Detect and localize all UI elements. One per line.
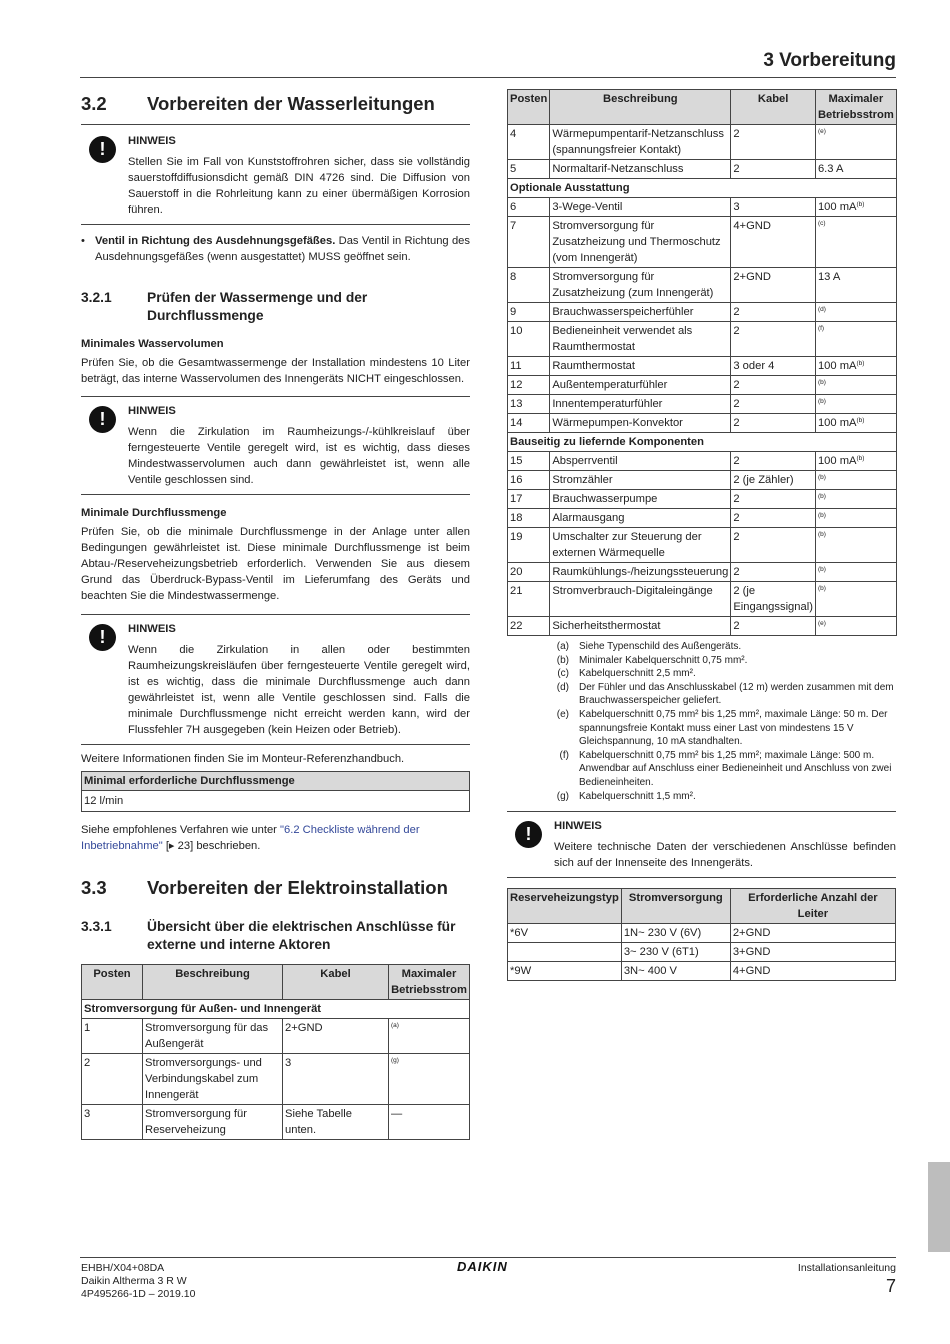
cell-current: [815, 563, 896, 582]
cell-power-supply: 1N~ 230 V (6V): [621, 924, 730, 943]
cell-current: [389, 1105, 470, 1140]
footnote: [507, 749, 896, 790]
cell-description: Absperrventil: [550, 452, 731, 471]
column-header: Posten: [82, 965, 143, 1000]
cell-cable: 2: [731, 414, 816, 433]
cell-cable: 2+GND: [731, 268, 816, 303]
section-number: 3.2: [81, 93, 107, 114]
cell-cable: 2: [731, 376, 816, 395]
cell-wire-count: 3+GND: [730, 943, 895, 962]
cell-position: 20: [508, 563, 550, 582]
subheading-min-volume: Minimales Wasservolumen: [81, 338, 224, 350]
cell-cable: 2: [731, 322, 816, 357]
cell-cable: 2: [731, 395, 816, 414]
cell-heater-type: *6V: [508, 924, 622, 943]
column-header: Beschreibung: [143, 965, 283, 1000]
right-column: [507, 89, 896, 981]
section-3-2-heading: [81, 92, 470, 125]
cell-current: [815, 395, 896, 414]
paragraph-reference: [81, 822, 470, 854]
cell-current: [815, 509, 896, 528]
footnote-ref: (b): [817, 585, 826, 592]
cell-position: 7: [508, 217, 550, 268]
cell-current: [815, 528, 896, 563]
warning-icon: !: [81, 133, 128, 218]
cell-position: 2: [82, 1054, 143, 1105]
cell-description: Stromverbrauch-Digitaleingänge: [550, 582, 731, 617]
section-number: 3.2.1: [81, 290, 112, 305]
notice-label: HINWEIS: [128, 405, 176, 417]
cell-description: Sicherheitsthermostat: [550, 617, 731, 636]
cell-cable: 2: [731, 617, 816, 636]
warning-icon: !: [507, 818, 554, 871]
section-title: Prüfen der Wassermenge und der Durchflussmenge: [147, 290, 368, 323]
footnote-key: (f): [559, 749, 569, 761]
footnote-key: (b): [556, 654, 569, 666]
footnote-text: Minimaler Kabelquerschnitt 0,75 mm².: [579, 654, 748, 666]
cell-current: [815, 617, 896, 636]
table-row: [82, 1054, 470, 1105]
current-value: 13 A: [817, 271, 841, 283]
footnote-ref: (b): [856, 201, 865, 208]
section-title: Übersicht über die elektrischen Anschlüsse für externe und interne Aktoren: [147, 919, 456, 952]
footnote-ref: (b): [856, 360, 865, 367]
table-row: [508, 563, 897, 582]
footnote-ref: (b): [856, 455, 865, 462]
footnote-text: Siehe Typenschild des Außengeräts.: [579, 641, 742, 652]
cell-power-supply: 3~ 230 V (6T1): [621, 943, 730, 962]
footnote-key: (e): [556, 708, 569, 720]
footnote-text: Kabelquerschnitt 2,5 mm².: [579, 668, 696, 680]
column-header: Kabel: [731, 90, 816, 125]
reference-text: Siehe empfohlenes Verfahren wie unter: [81, 824, 281, 836]
cell-current: [815, 217, 896, 268]
footnote-ref: (b): [817, 493, 826, 500]
current-value: 100 mA: [817, 360, 857, 372]
cell-position: 18: [508, 509, 550, 528]
footer-part-number: 4P495266-1D – 2019.10: [81, 1288, 196, 1300]
cell-description: Innentemperaturfühler: [550, 395, 731, 414]
subheading-min-flow: Minimale Durchflussmenge: [81, 507, 227, 519]
header-rule: [80, 77, 896, 78]
table-row: [508, 528, 897, 563]
paragraph-more-info: Weitere Informationen finden Sie im Monteur-Referenzhandbuch.: [81, 753, 405, 765]
table-row: [508, 322, 897, 357]
table-section-row: Optionale Ausstattung: [508, 179, 897, 198]
cell-description: Raumthermostat: [550, 357, 731, 376]
bullet-bold: Ventil in Richtung des Ausdehnungsgefäßes.: [95, 235, 336, 247]
footer-model: EHBH/X04+08DA: [81, 1262, 165, 1274]
column-header: Maximaler Betriebsstrom: [389, 965, 470, 1000]
cell-cable: 3 oder 4: [731, 357, 816, 376]
bullet-dot: •: [81, 235, 85, 247]
table-row: [82, 1019, 470, 1054]
cell-current: [815, 414, 896, 433]
cell-cable: 3: [283, 1054, 389, 1105]
footnote-key: (a): [556, 641, 569, 652]
cell-position: 15: [508, 452, 550, 471]
cell-position: 5: [508, 160, 550, 179]
cell-position: 6: [508, 198, 550, 217]
cell-current: [815, 471, 896, 490]
cell-current: [815, 303, 896, 322]
table-row: [508, 395, 897, 414]
cell-heater-type: [508, 943, 622, 962]
cell-position: 9: [508, 303, 550, 322]
column-header: Maximaler Betriebsstrom: [815, 90, 896, 125]
notice-label: HINWEIS: [554, 820, 602, 833]
table-row: [508, 268, 897, 303]
paragraph-min-flow: Prüfen Sie, ob die minimale Durchflussmenge in der Anlage unter allen Bedingungen gewährleistet ist. Diese minimale Durchflussmenge ist beim Abtau-/Reserveheizungsbetrieb erforderlich. Verwenden Sie aus diesem Grund das Überdruck-Bypass-Ventil im Lieferumfang des Geräts und beachten Sie die Mindestwassermenge.: [81, 526, 470, 602]
cell-power-supply: 3N~ 400 V: [621, 962, 730, 981]
footnote-ref: (b): [817, 474, 826, 481]
cell-description: Bedieneinheit verwendet als Raumthermostat: [550, 322, 731, 357]
cell-cable: 2: [731, 125, 816, 160]
cell-position: 16: [508, 471, 550, 490]
cell-cable: 2: [731, 563, 816, 582]
column-header: Kabel: [283, 965, 389, 1000]
footnote: [507, 708, 896, 749]
cell-current: [815, 268, 896, 303]
notice-label: HINWEIS: [128, 623, 176, 635]
notice-text: Weitere technische Daten der verschiedenen Anschlüsse befinden sich auf der Innenseite des Innengeräts.: [554, 841, 896, 870]
table-row: [508, 471, 897, 490]
table-row: [508, 582, 897, 617]
footnote-ref: (b): [817, 379, 826, 386]
cell-position: 17: [508, 490, 550, 509]
cell-current: [815, 322, 896, 357]
cell-current: [389, 1019, 470, 1054]
column-header: Reserveheizungstyp: [508, 889, 622, 924]
footer-product: Daikin Altherma 3 R W: [81, 1275, 187, 1287]
column-header: Posten: [508, 90, 550, 125]
footnote-ref: (g): [391, 1057, 399, 1064]
backup-heater-table: [507, 888, 896, 981]
cell-description: 3-Wege-Ventil: [550, 198, 731, 217]
cell-current: [389, 1054, 470, 1105]
cell-wire-count: 2+GND: [730, 924, 895, 943]
cell-position: 3: [82, 1105, 143, 1140]
cell-description: Wärmepumpen-Konvektor: [550, 414, 731, 433]
footnote-key: (g): [556, 790, 569, 802]
footnote-ref: (c): [817, 220, 826, 227]
table-row: [508, 125, 897, 160]
cell-cable: 2: [731, 452, 816, 471]
cell-description: Alarmausgang: [550, 509, 731, 528]
footnote: [507, 640, 896, 654]
current-value: 100 mA: [817, 417, 857, 429]
notice-text: Wenn die Zirkulation im Raumheizungs-/-kühlkreislauf über ferngesteuerte Ventile geregelt wird, ist es wichtig, dass dieses Mindestwasservolumen auch dann gewährleistet ist, wenn alle Ventile geschlossen sind.: [128, 426, 470, 486]
bullet-text: [95, 233, 470, 265]
table-section-row: Stromversorgung für Außen- und Innengerät: [82, 1000, 470, 1019]
cell-current: [815, 452, 896, 471]
table-header: Minimal erforderliche Durchflussmenge: [82, 772, 470, 791]
cell-position: 14: [508, 414, 550, 433]
cell-cable: 2: [731, 303, 816, 322]
cell-cable: 2: [731, 160, 816, 179]
footer-rule: [80, 1257, 896, 1258]
checklist-link[interactable]: "6.2 Checkliste während der Inbetriebnahme": [81, 824, 420, 852]
table-cell: 12 l/min: [82, 791, 470, 812]
cell-cable: 2 (je Eingangssignal): [731, 582, 816, 617]
table-row: [508, 376, 897, 395]
table-row: [508, 943, 896, 962]
cell-current: [815, 376, 896, 395]
notice-tech-data: [507, 811, 896, 878]
cell-cable: 2+GND: [283, 1019, 389, 1054]
daikin-logo: DAIKIN: [457, 1259, 508, 1274]
cell-description: Stromversorgung für Zusatzheizung (zum Innengerät): [550, 268, 731, 303]
footnote: [507, 654, 896, 668]
cell-description: Stromversorgungs- und Verbindungskabel zum Innengerät: [143, 1054, 283, 1105]
cell-description: Stromversorgung für das Außengerät: [143, 1019, 283, 1054]
table-row: [82, 1105, 470, 1140]
current-value: —: [391, 1108, 403, 1120]
cell-description: Normaltarif-Netzanschluss: [550, 160, 731, 179]
notice-text: Stellen Sie im Fall von Kunststoffrohren sicher, dass sie vollständig sauerstoffdiffusionsdicht gemäß DIN 4726 sind. Die Diffusion von Sauerstoff in die Rohrleitung kann zu einer übermäßigen Korrosion führen.: [128, 156, 470, 216]
table-footnotes: [507, 640, 896, 803]
connections-table-right: [507, 89, 897, 636]
footnote-ref: (b): [817, 531, 826, 538]
footnote-key: (d): [556, 681, 569, 693]
notice-text: Wenn die Zirkulation in allen oder bestimmten Raumheizungskreisläufen über ferngesteuerte Ventile geregelt wird, ist es wichtig, dass die minimale Durchflussmenge auch dann gewährleistet ist, wenn alle Ventile geschlossen sind. Falls die minimale Durchflussmenge nicht erreicht werden kann, wird der Flussfehler 7H ausgegeben (kein Heizen oder Betrieb).: [128, 644, 470, 736]
column-header: Erforderliche Anzahl der Leiter: [730, 889, 895, 924]
cell-cable: Siehe Tabelle unten.: [283, 1105, 389, 1140]
cell-cable: 2 (je Zähler): [731, 471, 816, 490]
notice-flow: [81, 614, 470, 745]
cell-description: Brauchwasserspeicherfühler: [550, 303, 731, 322]
table-row: [508, 509, 897, 528]
cell-description: Stromversorgung für Reserveheizung: [143, 1105, 283, 1140]
footnote-ref: (b): [856, 417, 865, 424]
footnote-ref: (e): [817, 620, 826, 627]
table-row: [508, 357, 897, 376]
table-section-row: Bauseitig zu liefernde Komponenten: [508, 433, 897, 452]
table-row: [508, 490, 897, 509]
section-title: Vorbereiten der Wasserleitungen: [147, 93, 435, 114]
cell-description: Umschalter zur Steuerung der externen Wärmequelle: [550, 528, 731, 563]
table-row: [508, 924, 896, 943]
table-row: [508, 160, 897, 179]
cell-position: 22: [508, 617, 550, 636]
footer-doc-type: Installationsanleitung: [797, 1262, 896, 1274]
cell-position: 13: [508, 395, 550, 414]
column-header: Beschreibung: [550, 90, 731, 125]
cell-current: [815, 160, 896, 179]
footnote-key: (c): [557, 668, 569, 680]
footnote-text: Kabelquerschnitt 0,75 mm² bis 1,25 mm²; maximale Länge: 500 m. Anwendbar auf Anschluss einer Bedieneinheit und Anschluss von zwei Bedieneinheiten.: [579, 749, 892, 788]
notice-label: HINWEIS: [128, 135, 176, 147]
cell-wire-count: 4+GND: [730, 962, 895, 981]
cell-cable: 2: [731, 509, 816, 528]
cell-description: Raumkühlungs-/heizungssteuerung: [550, 563, 731, 582]
table-row: [508, 414, 897, 433]
cell-description: Stromversorgung für Zusatzheizung und Thermoschutz (vom Innengerät): [550, 217, 731, 268]
footnote: [507, 790, 896, 804]
cell-description: Wärmepumpentarif-Netzanschluss (spannungsfreier Kontakt): [550, 125, 731, 160]
cell-current: [815, 582, 896, 617]
cell-description: Brauchwasserpumpe: [550, 490, 731, 509]
cell-current: [815, 125, 896, 160]
current-value: 100 mA: [817, 201, 857, 213]
section-number: 3.3.1: [81, 919, 112, 934]
footnote: [507, 681, 896, 708]
cell-cable: 4+GND: [731, 217, 816, 268]
current-value: 6.3 A: [817, 163, 844, 175]
cell-cable: 2: [731, 528, 816, 563]
footnote-ref: (a): [391, 1022, 399, 1029]
cell-current: [815, 357, 896, 376]
footnote-ref: (f): [817, 325, 825, 332]
cell-cable: 2: [731, 490, 816, 509]
table-row: [508, 198, 897, 217]
cell-current: [815, 490, 896, 509]
cell-description: Außentemperaturfühler: [550, 376, 731, 395]
footnote-text: Der Fühler und das Anschlusskabel (12 m) werden zusammen mit dem Brauchwasserspeicher geliefert.: [579, 681, 894, 707]
cell-position: 19: [508, 528, 550, 563]
section-3-2-1-heading: [81, 289, 470, 325]
footnote-ref: (b): [817, 566, 826, 573]
cell-description: Stromzähler: [550, 471, 731, 490]
cell-current: [815, 198, 896, 217]
bullet-rest: Das Ventil in Richtung des Ausdehnungsgefäßes (wenn ausgestattet) MUSS geöffnet sein.: [95, 235, 470, 263]
page-header-title: 3 Vorbereitung: [763, 50, 896, 71]
table-row: [508, 962, 896, 981]
footnote-ref: (e): [817, 128, 826, 135]
footnote-ref: (b): [817, 512, 826, 519]
footnote-text: Kabelquerschnitt 1,5 mm².: [579, 790, 696, 802]
cell-position: 10: [508, 322, 550, 357]
notice-volume: [81, 396, 470, 495]
table-row: [508, 303, 897, 322]
page-number: 7: [885, 1276, 896, 1296]
warning-icon: !: [81, 621, 128, 738]
footnote-ref: (d): [817, 306, 826, 313]
section-number: 3.3: [81, 877, 107, 898]
min-flow-table: [81, 771, 470, 812]
cell-cable: 3: [731, 198, 816, 217]
table-row: [508, 452, 897, 471]
footnote: [507, 667, 896, 681]
notice-oxygen: [81, 131, 470, 225]
cell-position: 4: [508, 125, 550, 160]
section-3-3-heading: [81, 876, 470, 900]
cell-position: 12: [508, 376, 550, 395]
column-header: Stromversorgung: [621, 889, 730, 924]
table-row: [508, 617, 897, 636]
connections-table-left: [81, 964, 470, 1140]
chapter-tab: [928, 1162, 950, 1252]
cell-heater-type: *9W: [508, 962, 622, 981]
cell-position: 1: [82, 1019, 143, 1054]
warning-icon: !: [81, 403, 128, 488]
footer-doc-info: [81, 1262, 195, 1301]
section-3-3-1-heading: [81, 918, 470, 954]
reference-page: [▸ 23] beschrieben.: [162, 840, 261, 852]
bullet-valve: [81, 233, 470, 265]
table-row: [508, 217, 897, 268]
current-value: 100 mA: [817, 455, 857, 467]
footnote-text: Kabelquerschnitt 0,75 mm² bis 1,25 mm², maximale Länge: 50 m. Der spannungsfreie Kontakt muss einer Last von mindestens 15 V Gleichspannung, 10 mA standhalten.: [579, 708, 888, 748]
paragraph-min-volume: Prüfen Sie, ob die Gesamtwassermenge der Installation mindestens 10 Liter beträgt, das interne Wasservolumen des Innengeräts NICHT eingeschlossen.: [81, 357, 470, 385]
cell-position: 11: [508, 357, 550, 376]
section-title: Vorbereiten der Elektroinstallation: [147, 877, 448, 898]
cell-position: 21: [508, 582, 550, 617]
left-column: [81, 92, 470, 1140]
footnote-ref: (b): [817, 398, 826, 405]
cell-position: 8: [508, 268, 550, 303]
